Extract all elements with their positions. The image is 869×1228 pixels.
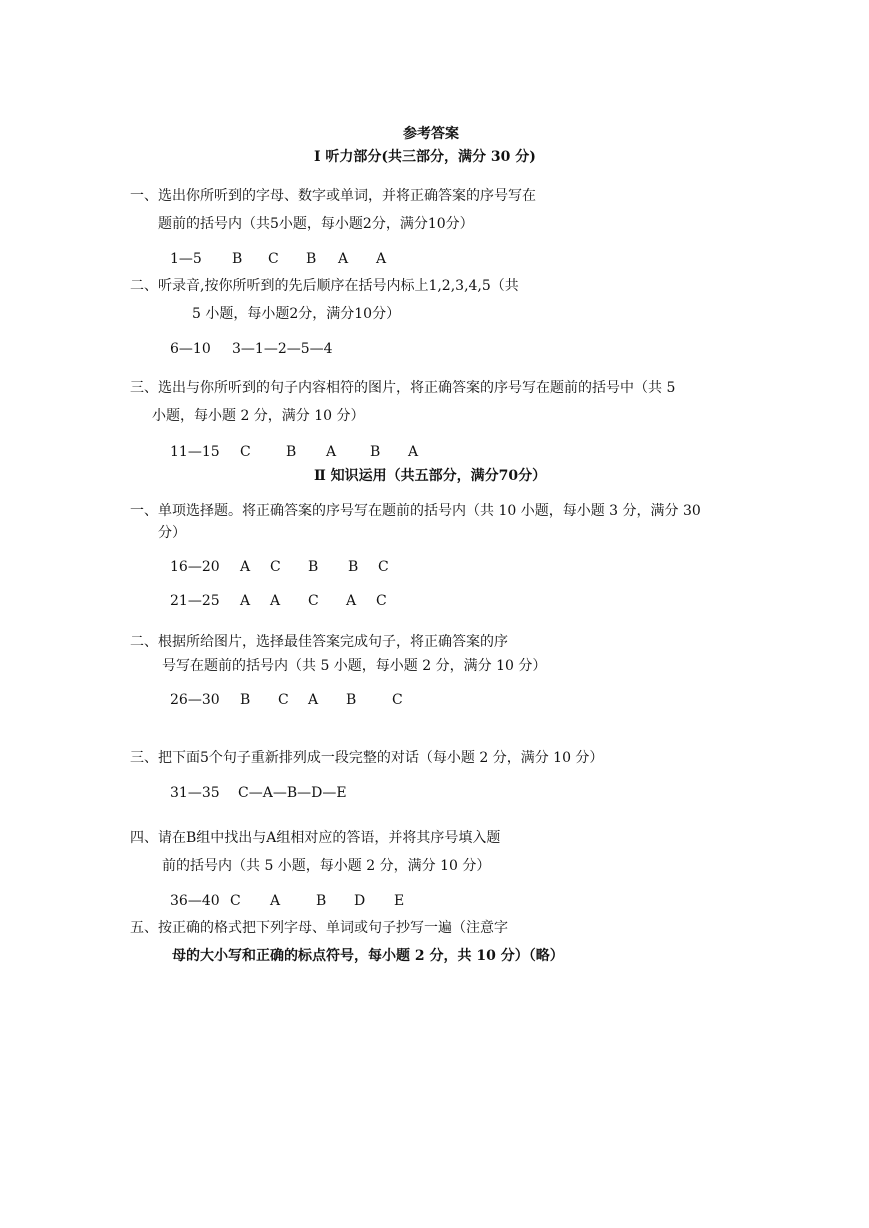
answer-value: A — [346, 593, 357, 609]
part2-heading: Ⅱ 知识运用（共五部分，满分70分） — [314, 468, 547, 484]
answer-range: 6—10 — [170, 341, 211, 357]
answer-value: E — [394, 893, 405, 909]
answer-value: B — [240, 692, 251, 708]
part2-s2-instruction-line1: 二、根据所给图片，选择最佳答案完成句子，将正确答案的序 — [130, 634, 508, 650]
answer-range: 31—35 — [170, 785, 220, 801]
part1-s1-instruction-line2: 题前的括号内（共5小题，每小题2分，满分10分） — [158, 216, 474, 232]
answer-value: A — [338, 251, 349, 267]
answer-value: B — [346, 692, 357, 708]
part1-s2-answers — [170, 339, 333, 359]
answer-range: 36—40 — [170, 893, 220, 909]
part1-s1-answers — [170, 249, 386, 269]
answer-value: A — [326, 444, 337, 460]
answer-value: B — [308, 559, 319, 575]
part1-s3-instruction-line2: 小题，每小题 2 分，满分 10 分） — [152, 408, 365, 424]
answer-value: B — [316, 893, 327, 909]
answer-value: A — [308, 692, 319, 708]
answer-range: 1—5 — [170, 251, 202, 267]
answer-sequence: C—A—B—D—E — [238, 785, 347, 801]
part1-s3-instruction-line1: 三、选出与你所听到的句子内容相符的图片，将正确答案的序号写在题前的括号中（共 5 — [130, 380, 676, 396]
part2-s3-answers — [170, 783, 347, 803]
part2-s1-instruction-line2: 分） — [158, 525, 186, 541]
answer-value: A — [270, 893, 281, 909]
answer-value: C — [376, 593, 387, 609]
part2-s1-answers-b — [170, 591, 387, 611]
part1-s1-instruction-line1: 一、选出你所听到的字母、数字或单词，并将正确答案的序号写在 — [130, 188, 536, 204]
part1-s3-answers — [170, 442, 418, 462]
answer-range: 21—25 — [170, 593, 220, 609]
answer-range: 16—20 — [170, 559, 220, 575]
part2-s4-answers — [170, 891, 404, 911]
answer-value: C — [268, 251, 279, 267]
answer-value: A — [240, 559, 251, 575]
answer-value: B — [286, 444, 297, 460]
answer-value: B — [232, 251, 243, 267]
part1-s2-instruction-line2: 5 小题，每小题2分，满分10分） — [192, 306, 401, 322]
answer-value: A — [270, 593, 281, 609]
part2-s1-instruction-line1: 一、单项选择题。将正确答案的序号写在题前的括号内（共 10 小题，每小题 3 分，满分 30 — [130, 503, 701, 519]
part2-s2-instruction-line2: 号写在题前的括号内（共 5 小题，每小题 2 分，满分 10 分） — [162, 658, 547, 674]
answer-range: 11—15 — [170, 444, 220, 460]
answer-value: D — [354, 893, 366, 909]
part2-s3-instruction-line1: 三、把下面5个句子重新排列成一段完整的对话（每小题 2 分，满分 10 分） — [130, 750, 604, 766]
answer-value: C — [308, 593, 319, 609]
answer-range: 26—30 — [170, 692, 220, 708]
answer-value: A — [408, 444, 419, 460]
answer-value: B — [348, 559, 359, 575]
answer-value: C — [378, 559, 389, 575]
answer-value: C — [230, 893, 241, 909]
answer-value: C — [240, 444, 251, 460]
page-title: 参考答案 — [403, 126, 459, 142]
answer-sequence: 3—1—2—5—4 — [232, 341, 333, 357]
part2-s5-instruction-line2: 母的大小写和正确的标点符号，每小题 2 分，共 10 分）（略） — [172, 948, 564, 964]
part2-s2-answers — [170, 690, 403, 710]
answer-value: C — [278, 692, 289, 708]
part2-s4-instruction-line2: 前的括号内（共 5 小题，每小题 2 分，满分 10 分） — [162, 858, 491, 874]
part2-s5-instruction-line1: 五、按正确的格式把下列字母、单词或句子抄写一遍（注意字 — [130, 920, 508, 936]
part1-heading: Ⅰ 听力部分(共三部分，满分 30 分) — [314, 149, 536, 165]
answer-value: A — [240, 593, 251, 609]
answer-value: B — [370, 444, 381, 460]
part2-s1-answers-a — [170, 557, 389, 577]
answer-value: B — [306, 251, 317, 267]
answer-value: A — [376, 251, 387, 267]
answer-value: C — [270, 559, 281, 575]
part2-s4-instruction-line1: 四、请在B组中找出与A组相对应的答语，并将其序号填入题 — [130, 830, 501, 846]
answer-value: C — [392, 692, 403, 708]
part1-s2-instruction-line1: 二、听录音,按你所听到的先后顺序在括号内标上1,2,3,4,5（共 — [130, 278, 519, 294]
